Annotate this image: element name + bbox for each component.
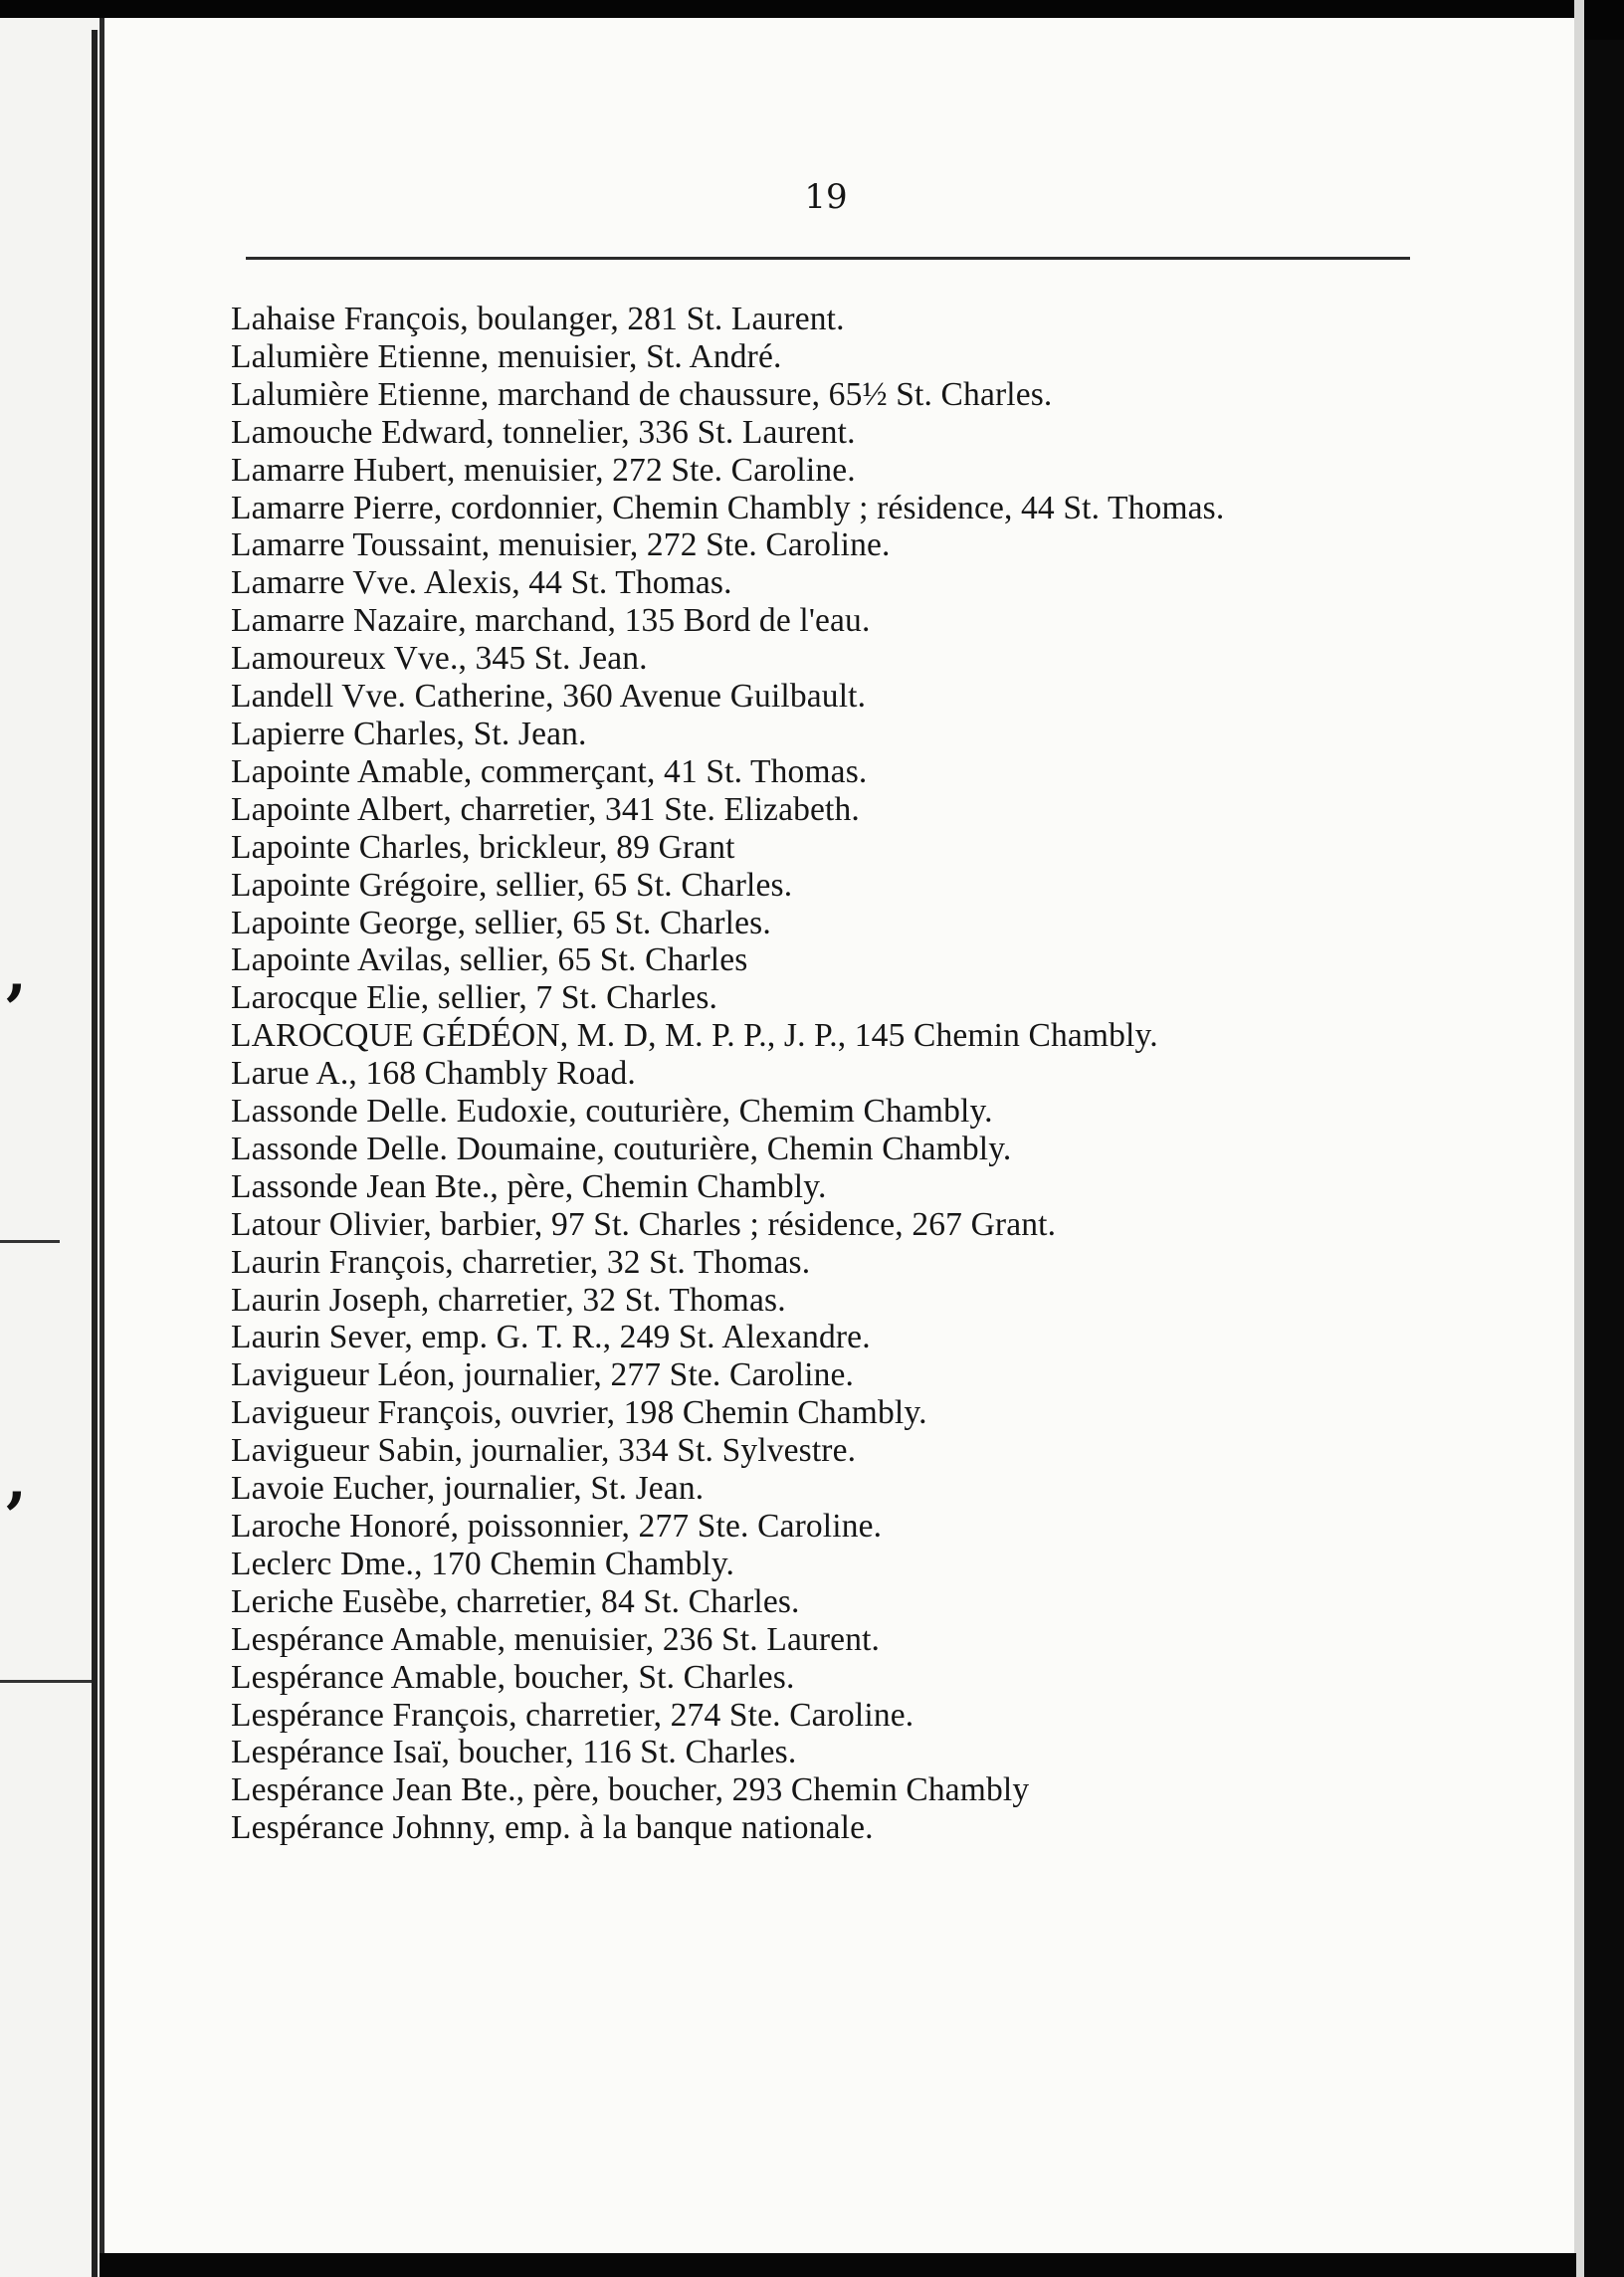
directory-entry: Lalumière Etienne, menuisier, St. André. — [231, 337, 782, 375]
directory-entry: Lamoureux Vve., 345 St. Jean. — [231, 640, 648, 678]
directory-entry: Lavigueur Léon, journalier, 277 Ste. Caroline. — [231, 1356, 855, 1394]
directory-entry: Laurin Sever, emp. G. T. R., 249 St. Alexandre. — [231, 1319, 871, 1356]
directory-entry: Lespérance Amable, menuisier, 236 St. Laurent. — [231, 1620, 881, 1658]
directory-entry: Laurin Joseph, charretier, 32 St. Thomas. — [231, 1281, 786, 1319]
directory-entry: Lamarre Nazaire, marchand, 135 Bord de l'eau. — [231, 602, 871, 640]
gutter-line — [92, 30, 98, 2277]
directory-entry: Lespérance Jean Bte., père, boucher, 293 Chemin Chambly — [231, 1771, 1030, 1809]
scan-bottom-border — [100, 2253, 1576, 2277]
header-rule — [246, 257, 1410, 260]
directory-entry: Lespérance Amable, boucher, St. Charles. — [231, 1658, 795, 1696]
directory-entry: Lavoie Eucher, journalier, St. Jean. — [231, 1470, 705, 1508]
directory-entry: Lamarre Toussaint, menuisier, 272 Ste. Caroline. — [231, 526, 891, 564]
directory-entry: Lespérance Isaï, boucher, 116 St. Charles. — [231, 1734, 797, 1771]
directory-entry: LAROCQUE GÉDÉON, M. D, M. P. P., J. P., 145 Chemin Chambly. — [231, 1017, 1158, 1055]
facing-page-mark: , — [6, 938, 27, 1008]
facing-page-edge — [0, 18, 100, 2277]
facing-page-rule — [0, 1240, 60, 1243]
directory-entry: Leclerc Dme., 170 Chemin Chambly. — [231, 1545, 735, 1582]
directory-entry: Lamarre Pierre, cordonnier, Chemin Chambly ; résidence, 44 St. Thomas. — [231, 489, 1225, 526]
directory-entry: Lapierre Charles, St. Jean. — [231, 715, 587, 752]
directory-entry: Lavigueur Sabin, journalier, 334 St. Sylvestre. — [231, 1432, 857, 1470]
directory-entry: Lapointe George, sellier, 65 St. Charles. — [231, 904, 771, 941]
page-edge — [1574, 0, 1584, 2277]
directory-entry: Lassonde Delle. Doumaine, couturière, Chemin Chambly. — [231, 1130, 1012, 1167]
directory-entry: Lassonde Jean Bte., père, Chemin Chambly. — [231, 1167, 827, 1205]
directory-entry: Laurin François, charretier, 32 St. Thomas. — [231, 1243, 811, 1281]
directory-entry: Lamouche Edward, tonnelier, 336 St. Laurent. — [231, 413, 856, 451]
directory-entry: Lahaise François, boulanger, 281 St. Laurent. — [231, 301, 845, 337]
directory-entry: Laroche Honoré, poissonnier, 277 Ste. Caroline. — [231, 1508, 883, 1545]
directory-entry: Lapointe Grégoire, sellier, 65 St. Charles. — [231, 866, 793, 904]
page-number: 19 — [804, 177, 848, 217]
directory-entries — [231, 301, 1425, 1847]
directory-entry: Lamarre Hubert, menuisier, 272 Ste. Caroline. — [231, 451, 856, 489]
directory-entry: Lavigueur François, ouvrier, 198 Chemin Chambly. — [231, 1394, 927, 1432]
directory-entry: Lespérance Johnny, emp. à la banque nationale. — [231, 1809, 874, 1847]
directory-entry: Lapointe Albert, charretier, 341 Ste. Elizabeth. — [231, 790, 860, 828]
directory-entry: Larue A., 168 Chambly Road. — [231, 1055, 636, 1093]
facing-page-mark: , — [6, 1446, 27, 1516]
directory-entry: Lapointe Avilas, sellier, 65 St. Charles — [231, 941, 748, 979]
directory-entry: Leriche Eusèbe, charretier, 84 St. Charles. — [231, 1582, 800, 1620]
directory-entry: Lespérance François, charretier, 274 Ste. Caroline. — [231, 1696, 914, 1734]
facing-page-rule — [0, 1680, 92, 1683]
directory-entry: Lapointe Charles, brickleur, 89 Grant — [231, 828, 735, 866]
directory-entry: Lapointe Amable, commerçant, 41 St. Thomas. — [231, 752, 868, 790]
directory-entry: Latour Olivier, barbier, 97 St. Charles ; résidence, 267 Grant. — [231, 1205, 1057, 1243]
directory-entry: Lalumière Etienne, marchand de chaussure, 65½ St. Charles. — [231, 375, 1053, 413]
directory-entry: Lamarre Vve. Alexis, 44 St. Thomas. — [231, 564, 732, 602]
directory-entry: Larocque Elie, sellier, 7 St. Charles. — [231, 979, 718, 1017]
directory-entry: Landell Vve. Catherine, 360 Avenue Guilbault. — [231, 678, 867, 716]
directory-entry: Lassonde Delle. Eudoxie, couturière, Chemim Chambly. — [231, 1093, 993, 1131]
